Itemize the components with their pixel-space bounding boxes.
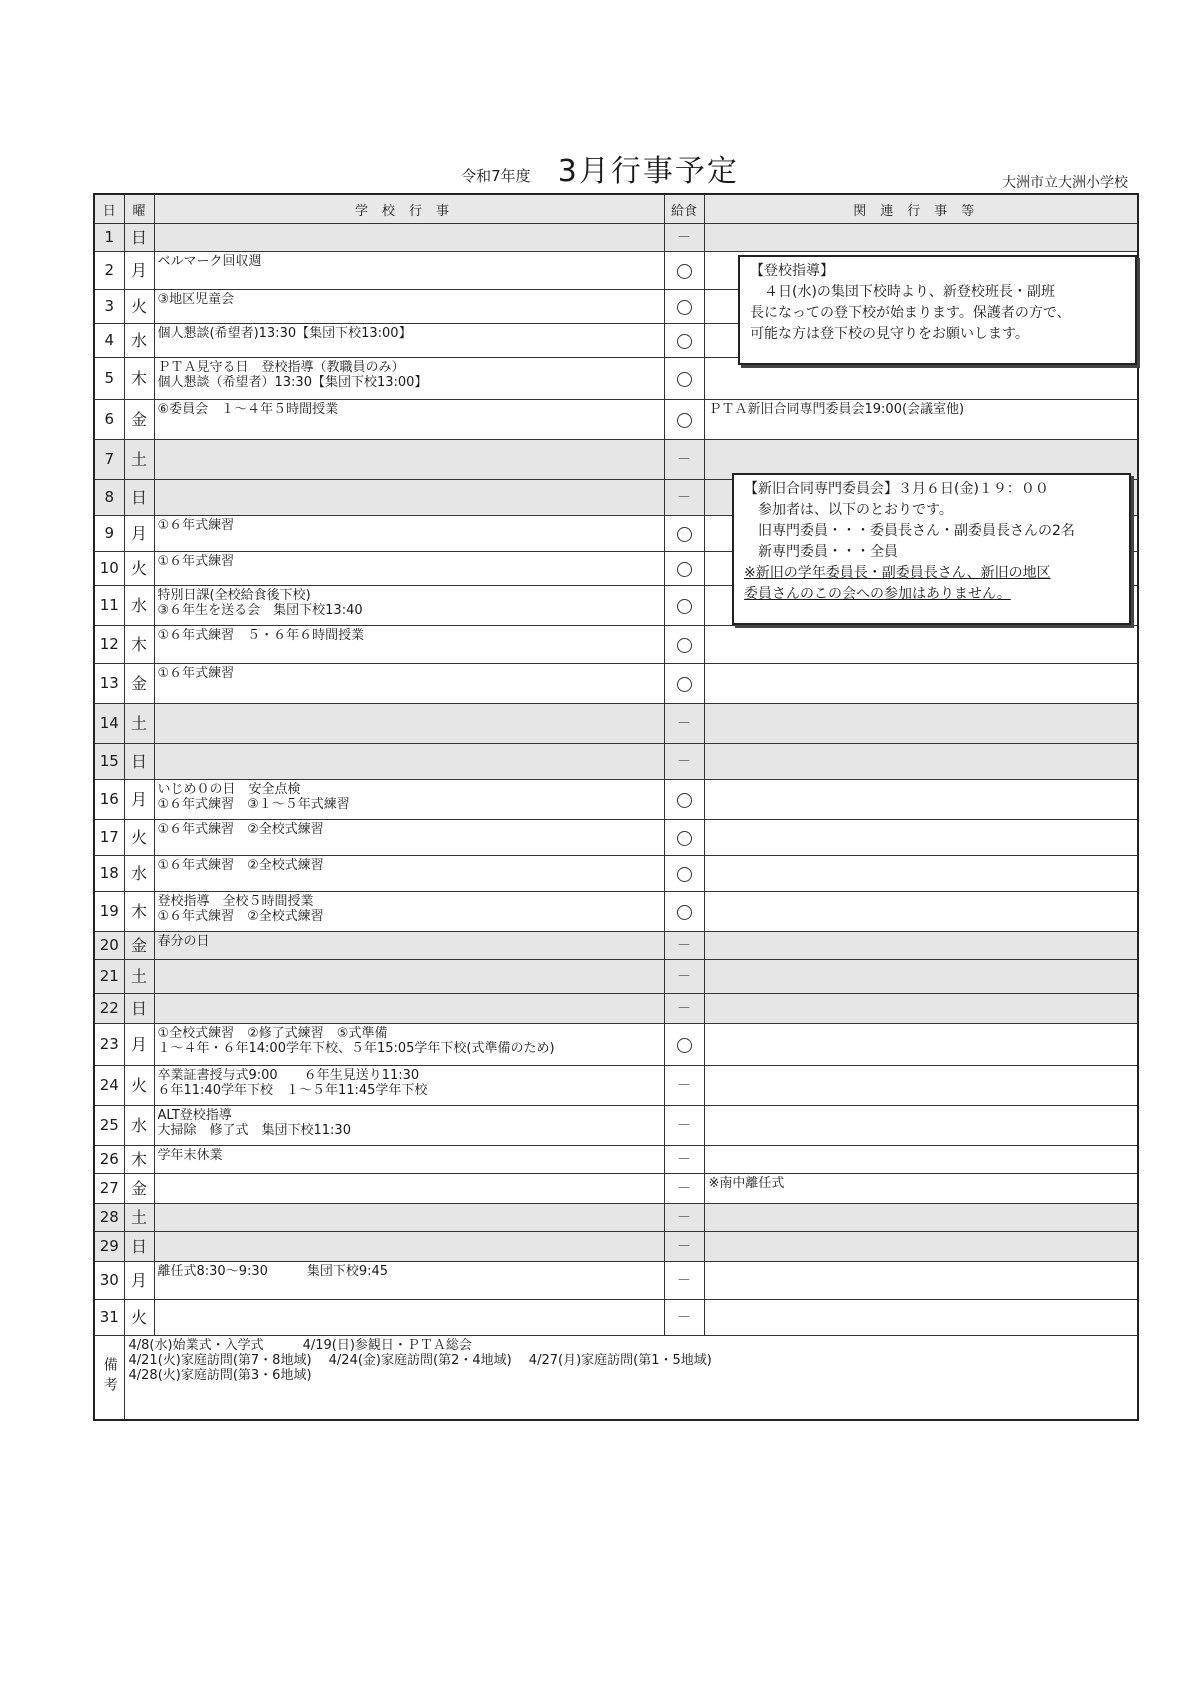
notice-line: 新専門委員・・・全員 xyxy=(744,544,898,560)
day-cell: 26 xyxy=(94,1146,124,1174)
related-events-cell xyxy=(704,664,1138,704)
lunch-served-circle-icon xyxy=(677,677,692,692)
day-cell: 8 xyxy=(94,480,124,516)
no-lunch-dash-icon: － xyxy=(677,1118,691,1134)
day-cell: 6 xyxy=(94,400,124,440)
table-row xyxy=(94,1232,1138,1262)
school-events-cell xyxy=(154,820,664,856)
event-line: 春分の日 xyxy=(157,934,210,949)
weekday-cell: 水 xyxy=(124,586,154,626)
table-row xyxy=(94,1066,1138,1106)
weekday-cell: 土 xyxy=(124,1204,154,1232)
no-lunch-dash-icon: － xyxy=(677,969,691,985)
notice-line: 参加者は、以下のとおりです。 xyxy=(744,502,953,518)
lunch-cell xyxy=(664,324,704,358)
related-events-cell xyxy=(704,1232,1138,1262)
weekday-cell: 火 xyxy=(124,820,154,856)
lunch-cell xyxy=(664,626,704,664)
event-line: ①６年式練習 xyxy=(157,518,235,533)
day-cell: 7 xyxy=(94,440,124,480)
notice-heading: 【登校指導】 xyxy=(750,263,834,279)
school-events-cell xyxy=(154,586,664,626)
related-events-cell xyxy=(704,744,1138,780)
table-row xyxy=(94,1106,1138,1146)
notice-box-school-guidance xyxy=(738,255,1137,365)
schedule-table-wrapper xyxy=(93,193,1137,1421)
day-cell: 14 xyxy=(94,704,124,744)
no-lunch-dash-icon: － xyxy=(677,1001,691,1017)
related-events-cell xyxy=(704,224,1138,252)
column-header-weekday: 曜 xyxy=(124,194,154,224)
lunch-cell xyxy=(664,480,704,516)
lunch-served-circle-icon xyxy=(677,562,692,577)
lunch-cell xyxy=(664,1204,704,1232)
column-header-day: 日 xyxy=(94,194,124,224)
school-events-cell xyxy=(154,1174,664,1204)
lunch-cell xyxy=(664,856,704,892)
related-events-cell xyxy=(704,626,1138,664)
event-line: ①６年式練習 ５・６年６時間授業 xyxy=(157,628,365,643)
event-line: ALT登校指導 xyxy=(157,1108,232,1123)
lunch-cell xyxy=(664,1174,704,1204)
lunch-cell xyxy=(664,224,704,252)
event-line: 特別日課(全校給食後下校) xyxy=(157,588,311,603)
related-events-cell xyxy=(704,820,1138,856)
event-line: ①６年式練習 ③１～５年式練習 xyxy=(157,797,350,812)
school-events-cell xyxy=(154,626,664,664)
school-events-cell xyxy=(154,704,664,744)
school-events-cell xyxy=(154,960,664,994)
weekday-cell: 金 xyxy=(124,400,154,440)
event-line: 個人懇談（希望者）13:30【集団下校13:00】 xyxy=(157,375,428,390)
school-events-cell xyxy=(154,1106,664,1146)
school-events-cell xyxy=(154,1146,664,1174)
day-cell: 21 xyxy=(94,960,124,994)
lunch-cell xyxy=(664,1232,704,1262)
event-line: ＰＴＡ見守る日 登校指導（教職員のみ） xyxy=(157,360,405,375)
lunch-cell xyxy=(664,358,704,400)
related-events-cell xyxy=(704,1066,1138,1106)
notice-line: 委員さんのこの会への参加はありません。 xyxy=(744,586,1011,602)
lunch-served-circle-icon xyxy=(677,300,692,315)
page-title: 3月行事予定 xyxy=(557,154,739,189)
table-row xyxy=(94,820,1138,856)
notice-line: ※新旧の学年委員長・副委員長さん、新旧の地区 xyxy=(744,565,1051,581)
school-events-cell xyxy=(154,516,664,552)
weekday-cell: 月 xyxy=(124,1024,154,1066)
school-events-cell xyxy=(154,1232,664,1262)
day-cell: 22 xyxy=(94,994,124,1024)
weekday-cell: 日 xyxy=(124,744,154,780)
related-events-cell xyxy=(704,1024,1138,1066)
lunch-cell xyxy=(664,586,704,626)
table-row xyxy=(94,1204,1138,1232)
school-events-cell xyxy=(154,224,664,252)
table-row xyxy=(94,664,1138,704)
day-cell: 25 xyxy=(94,1106,124,1146)
column-header-school-events: 学校行事 xyxy=(154,194,664,224)
related-events-cell xyxy=(704,994,1138,1024)
notes-line: 4/21(火)家庭訪問(第7・8地域) 4/24(金)家庭訪問(第2・4地域) 4/27(月)家庭訪問(第1・5地域) xyxy=(128,1353,712,1368)
related-events-cell xyxy=(704,1262,1138,1300)
lunch-cell xyxy=(664,440,704,480)
event-line: ベルマーク回収週 xyxy=(157,254,262,269)
table-row xyxy=(94,704,1138,744)
table-row xyxy=(94,994,1138,1024)
no-lunch-dash-icon: － xyxy=(677,1078,691,1094)
day-cell: 9 xyxy=(94,516,124,552)
weekday-cell: 火 xyxy=(124,1066,154,1106)
day-cell: 12 xyxy=(94,626,124,664)
event-line: ①全校式練習 ②修了式練習 ⑤式準備 xyxy=(157,1026,388,1041)
day-cell: 10 xyxy=(94,552,124,586)
schedule-table xyxy=(93,193,1139,1421)
weekday-cell: 火 xyxy=(124,1300,154,1336)
no-lunch-dash-icon: － xyxy=(677,1239,691,1255)
school-events-cell xyxy=(154,994,664,1024)
lunch-served-circle-icon xyxy=(677,1038,692,1053)
school-events-cell xyxy=(154,932,664,960)
lunch-cell xyxy=(664,820,704,856)
day-cell: 3 xyxy=(94,290,124,324)
lunch-served-circle-icon xyxy=(677,334,692,349)
weekday-cell: 日 xyxy=(124,1232,154,1262)
school-events-cell xyxy=(154,1300,664,1336)
weekday-cell: 月 xyxy=(124,516,154,552)
weekday-cell: 日 xyxy=(124,994,154,1024)
school-events-cell xyxy=(154,1024,664,1066)
day-cell: 29 xyxy=(94,1232,124,1262)
day-cell: 11 xyxy=(94,586,124,626)
related-events-cell: ＰＴＡ新旧合同専門委員会19:00(会議室他) xyxy=(704,400,1138,440)
related-events-cell xyxy=(704,1204,1138,1232)
notes-line: 4/28(火)家庭訪問(第3・6地域) xyxy=(128,1368,312,1383)
lunch-cell xyxy=(664,664,704,704)
event-line: １～４年・６年14:00学年下校、５年15:05学年下校(式準備のため) xyxy=(157,1041,555,1056)
lunch-cell xyxy=(664,1300,704,1336)
day-cell: 24 xyxy=(94,1066,124,1106)
day-cell: 4 xyxy=(94,324,124,358)
school-events-cell xyxy=(154,856,664,892)
no-lunch-dash-icon: － xyxy=(677,1310,691,1326)
day-cell: 1 xyxy=(94,224,124,252)
weekday-cell: 金 xyxy=(124,1174,154,1204)
table-row xyxy=(94,892,1138,932)
weekday-cell: 金 xyxy=(124,664,154,704)
weekday-cell: 木 xyxy=(124,1146,154,1174)
lunch-served-circle-icon xyxy=(677,905,692,920)
day-cell: 30 xyxy=(94,1262,124,1300)
table-row xyxy=(94,960,1138,994)
no-lunch-dash-icon: － xyxy=(677,1152,691,1168)
lunch-served-circle-icon xyxy=(677,372,692,387)
related-events-cell xyxy=(704,1146,1138,1174)
event-line: ⑥委員会 １～４年５時間授業 xyxy=(157,402,339,417)
school-events-cell xyxy=(154,480,664,516)
day-cell: 19 xyxy=(94,892,124,932)
lunch-cell xyxy=(664,932,704,960)
no-lunch-dash-icon: － xyxy=(677,1181,691,1197)
table-row xyxy=(94,626,1138,664)
table-row xyxy=(94,400,1138,440)
related-events-cell xyxy=(704,704,1138,744)
lunch-cell xyxy=(664,290,704,324)
school-events-cell xyxy=(154,552,664,586)
event-line: ①６年式練習 xyxy=(157,554,235,569)
school-events-cell xyxy=(154,1204,664,1232)
school-events-cell xyxy=(154,440,664,480)
notice-box-committee-meeting xyxy=(732,473,1131,625)
school-name: 大洲市立大洲小学校 xyxy=(1002,175,1128,191)
notes-content xyxy=(124,1336,1138,1420)
table-row xyxy=(94,932,1138,960)
school-events-cell xyxy=(154,400,664,440)
related-events-cell xyxy=(704,932,1138,960)
lunch-served-circle-icon xyxy=(677,599,692,614)
event-line: ①６年式練習 ②全校式練習 xyxy=(157,909,324,924)
table-row xyxy=(94,1024,1138,1066)
event-line: ①６年式練習 ②全校式練習 xyxy=(157,822,324,837)
notice-line: ４日(水)の集団下校時より、新登校班長・副班 xyxy=(750,284,1055,300)
day-cell: 17 xyxy=(94,820,124,856)
notice-line: 可能な方は登下校の見守りをお願いします。 xyxy=(750,326,1029,342)
weekday-cell: 火 xyxy=(124,290,154,324)
no-lunch-dash-icon: － xyxy=(677,1273,691,1289)
lunch-served-circle-icon xyxy=(677,264,692,279)
lunch-served-circle-icon xyxy=(677,867,692,882)
event-line: ③６年生を送る会 集団下校13:40 xyxy=(157,603,363,618)
no-lunch-dash-icon: － xyxy=(677,938,691,954)
notice-line: 旧専門委員・・・委員長さん・副委員長さんの2名 xyxy=(744,523,1075,539)
notice-heading: 【新旧合同専門委員会】３月６日(金)１９：００ xyxy=(744,481,1049,497)
lunch-cell xyxy=(664,1066,704,1106)
weekday-cell: 日 xyxy=(124,480,154,516)
table-row xyxy=(94,744,1138,780)
related-events-cell xyxy=(704,1106,1138,1146)
event-line: 学年末休業 xyxy=(157,1148,223,1163)
lunch-cell xyxy=(664,744,704,780)
day-cell: 20 xyxy=(94,932,124,960)
event-line: ①６年式練習 xyxy=(157,666,235,681)
weekday-cell: 土 xyxy=(124,960,154,994)
school-events-cell xyxy=(154,324,664,358)
weekday-cell: 木 xyxy=(124,358,154,400)
weekday-cell: 月 xyxy=(124,780,154,820)
table-row xyxy=(94,1174,1138,1204)
school-events-cell xyxy=(154,664,664,704)
day-cell: 15 xyxy=(94,744,124,780)
lunch-served-circle-icon xyxy=(677,527,692,542)
weekday-cell: 土 xyxy=(124,440,154,480)
day-cell: 2 xyxy=(94,252,124,290)
school-events-cell xyxy=(154,744,664,780)
no-lunch-dash-icon: － xyxy=(677,754,691,770)
weekday-cell: 月 xyxy=(124,252,154,290)
no-lunch-dash-icon: － xyxy=(677,490,691,506)
day-cell: 27 xyxy=(94,1174,124,1204)
event-line: いじめ０の日 安全点検 xyxy=(157,782,301,797)
lunch-cell xyxy=(664,994,704,1024)
related-events-cell xyxy=(704,960,1138,994)
school-events-cell xyxy=(154,780,664,820)
related-events-cell: ※南中離任式 xyxy=(704,1174,1138,1204)
no-lunch-dash-icon: － xyxy=(677,452,691,468)
school-events-cell xyxy=(154,1066,664,1106)
lunch-cell xyxy=(664,892,704,932)
school-events-cell xyxy=(154,1262,664,1300)
lunch-served-circle-icon xyxy=(677,831,692,846)
weekday-cell: 水 xyxy=(124,1106,154,1146)
column-header-lunch: 給食 xyxy=(664,194,704,224)
weekday-cell: 水 xyxy=(124,324,154,358)
fiscal-year-label: 令和7年度 xyxy=(461,167,531,185)
column-header-related-events: 関連行事等 xyxy=(704,194,1138,224)
day-cell: 23 xyxy=(94,1024,124,1066)
table-row xyxy=(94,1300,1138,1336)
weekday-cell: 金 xyxy=(124,932,154,960)
lunch-cell xyxy=(664,1106,704,1146)
weekday-cell: 火 xyxy=(124,552,154,586)
weekday-cell: 月 xyxy=(124,1262,154,1300)
notes-label: 備考 xyxy=(94,1336,124,1420)
lunch-cell xyxy=(664,400,704,440)
event-line: 個人懇談(希望者)13:30【集団下校13:00】 xyxy=(157,326,412,341)
no-lunch-dash-icon: － xyxy=(677,716,691,732)
lunch-served-circle-icon xyxy=(677,638,692,653)
weekday-cell: 水 xyxy=(124,856,154,892)
weekday-cell: 土 xyxy=(124,704,154,744)
school-events-cell xyxy=(154,252,664,290)
lunch-served-circle-icon xyxy=(677,793,692,808)
school-events-cell xyxy=(154,892,664,932)
notes-line: 4/8(水)始業式・入学式 4/19(日)参観日・ＰＴＡ総会 xyxy=(128,1338,472,1353)
day-cell: 31 xyxy=(94,1300,124,1336)
related-events-cell xyxy=(704,892,1138,932)
no-lunch-dash-icon: － xyxy=(677,230,691,246)
lunch-cell xyxy=(664,1146,704,1174)
event-line: ６年11:40学年下校 １～５年11:45学年下校 xyxy=(157,1083,428,1098)
table-row xyxy=(94,780,1138,820)
table-row xyxy=(94,856,1138,892)
lunch-cell xyxy=(664,252,704,290)
schedule-rows xyxy=(94,224,1138,1336)
lunch-cell xyxy=(664,704,704,744)
lunch-cell xyxy=(664,552,704,586)
school-events-cell xyxy=(154,358,664,400)
school-events-cell xyxy=(154,290,664,324)
table-row xyxy=(94,1262,1138,1300)
related-events-cell xyxy=(704,780,1138,820)
no-lunch-dash-icon: － xyxy=(677,1210,691,1226)
event-line: 登校指導 全校５時間授業 xyxy=(157,894,314,909)
day-cell: 13 xyxy=(94,664,124,704)
lunch-cell xyxy=(664,516,704,552)
notice-line: 長になっての登下校が始まります。保護者の方で、 xyxy=(750,305,1071,321)
day-cell: 28 xyxy=(94,1204,124,1232)
weekday-cell: 日 xyxy=(124,224,154,252)
related-events-cell xyxy=(704,1300,1138,1336)
weekday-cell: 木 xyxy=(124,626,154,664)
lunch-cell xyxy=(664,1262,704,1300)
event-line: 離任式8:30～9:30 集団下校9:45 xyxy=(157,1264,389,1279)
table-header-row xyxy=(94,194,1138,224)
day-cell: 18 xyxy=(94,856,124,892)
notes-row xyxy=(94,1336,1138,1420)
related-events-cell xyxy=(704,856,1138,892)
day-cell: 5 xyxy=(94,358,124,400)
weekday-cell: 木 xyxy=(124,892,154,932)
day-cell: 16 xyxy=(94,780,124,820)
table-row xyxy=(94,1146,1138,1174)
event-line: ①６年式練習 ②全校式練習 xyxy=(157,858,324,873)
lunch-cell xyxy=(664,780,704,820)
lunch-served-circle-icon xyxy=(677,413,692,428)
lunch-cell xyxy=(664,960,704,994)
lunch-cell xyxy=(664,1024,704,1066)
event-line: ③地区児童会 xyxy=(157,292,235,307)
event-line: 大掃除 修了式 集団下校11:30 xyxy=(157,1123,351,1138)
event-line: 卒業証書授与式9:00 ６年生見送り11:30 xyxy=(157,1068,420,1083)
table-row xyxy=(94,224,1138,252)
